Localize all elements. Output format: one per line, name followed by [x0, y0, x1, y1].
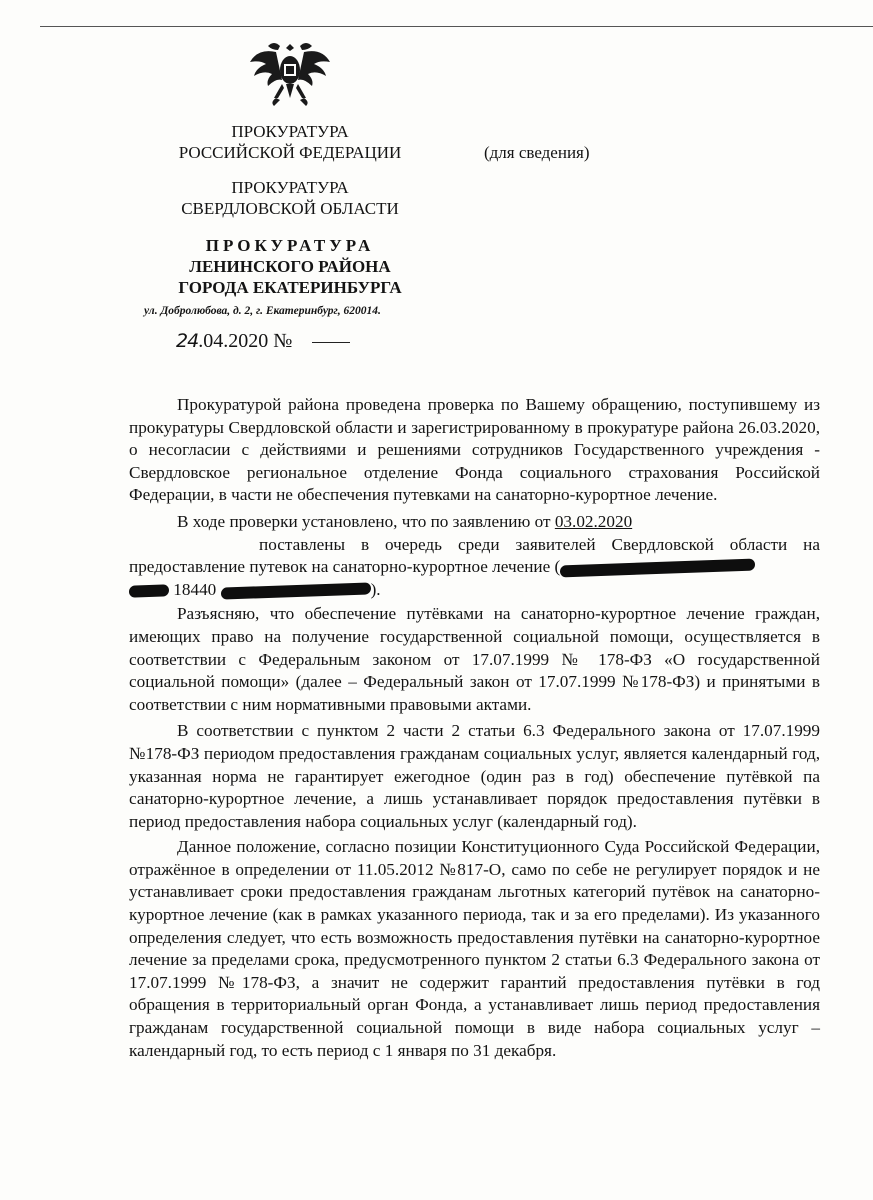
paragraph-5: Данное положение, согласно позиции Конституционного Суда Российской Федерации, отражённое в определении от 11.05.2012 №817-О, само по себе не регулирует порядок и не устанавливает сроки предоставления гражданам льготных категорий путёвок на санаторно-курортное лечение (как в рамках указанного периода, так и за его пределами). Из указанного определения следует, что есть возможность предоставления путёвки на санаторно-курортное лечение за пределами срока, предусмотренного пунктом 2 статьи 6.3 Федерального закона от 17.07.1999 №178-ФЗ, а значит не содержит гарантий предоставления путёвки в год обращения в территориальный орган Фонда, а устанавливает лишь период предоставления гражданам государственной социальной помощи в виде набора социальных услуг – календарный год, то есть период с 1 января по 31 декабря.: [129, 837, 820, 1060]
application-date: 03.02.2020: [554, 511, 633, 531]
org-name-district: [150, 235, 430, 298]
date-day-handwritten: 24: [176, 330, 199, 352]
date-month-year: .04.2020 №: [198, 330, 293, 352]
redaction-mark: [560, 559, 755, 578]
office-address: ул. Добролюбова, д. 2, г. Екатеринбург, 620014.: [144, 305, 381, 317]
letter-body: [129, 394, 820, 1062]
document-date: [176, 330, 350, 353]
paragraph-2-end: ).: [370, 579, 381, 599]
paragraph-2: [129, 511, 820, 601]
paragraph-3: Разъясняю, что обеспечение путёвками на санаторно-курортное лечение граждан, имеющих право на получение государственной социальной помощи, осуществляется в соответствии с Федеральным законом от 17.07.1999 № 178-ФЗ «О государственной социальной помощи» (далее – Федеральный закон от 17.07.1999 №178-ФЗ) и принятыми в соответствии с ним нормативными правовыми актами.: [129, 604, 820, 714]
double-headed-eagle-icon: [246, 38, 334, 110]
paragraph-2-mid: поставлены в очередь среди заявителей Свердловской области на предоставление путевок на санаторно-курортное лечение (: [129, 534, 820, 577]
org-regional-line1: ПРОКУРАТУРА: [231, 178, 349, 197]
number-blank-line: [312, 342, 350, 343]
org-name-regional: [160, 177, 420, 219]
paragraph-2-start: В ходе проверки установлено, что по заявлению от: [177, 511, 551, 531]
org-name-federal: [160, 121, 420, 163]
paragraph-1: Прокуратурой района проведена проверка по Вашему обращению, поступившему из прокуратуры Свердловской области и зарегистрированному в прокуратуре района 26.03.2020, о несогласии с действиями и решениями сотрудников Государственного учреждения - Свердловское региональное отделение Фонда социального страхования Российской Федерации, в части не обеспечения путевками на санаторно-курортное лечение.: [129, 395, 820, 505]
scan-edge-line: [40, 26, 873, 27]
for-information-note: (для сведения): [484, 143, 590, 162]
redacted-number-fragment: 18440: [173, 579, 217, 599]
org-district-line1: ПРОКУРАТУРА: [205, 236, 375, 255]
org-district-line2: ЛЕНИНСКОГО РАЙОНА: [189, 257, 391, 276]
org-district-line3: ГОРОДА ЕКАТЕРИНБУРГА: [178, 278, 402, 297]
paragraph-4: В соответствии с пунктом 2 части 2 статьи 6.3 Федерального закона от 17.07.1999 №178-ФЗ периодом предоставления гражданам социальных услуг, является календарный год, указанная норма не гарантирует ежегодное (один раз в год) обеспечение путёвкой па санаторно-курортное лечение, а лишь устанавливает порядок предоставления путёвки в период предоставления набора социальных услуг (календарный год).: [129, 721, 820, 831]
org-regional-line2: СВЕРДЛОВСКОЙ ОБЛАСТИ: [181, 199, 399, 218]
redaction-mark: [129, 584, 169, 597]
org-federal-line1: ПРОКУРАТУРА: [231, 122, 349, 141]
org-federal-line2: РОССИЙСКОЙ ФЕДЕРАЦИИ: [178, 143, 402, 162]
redaction-mark: [221, 582, 371, 599]
